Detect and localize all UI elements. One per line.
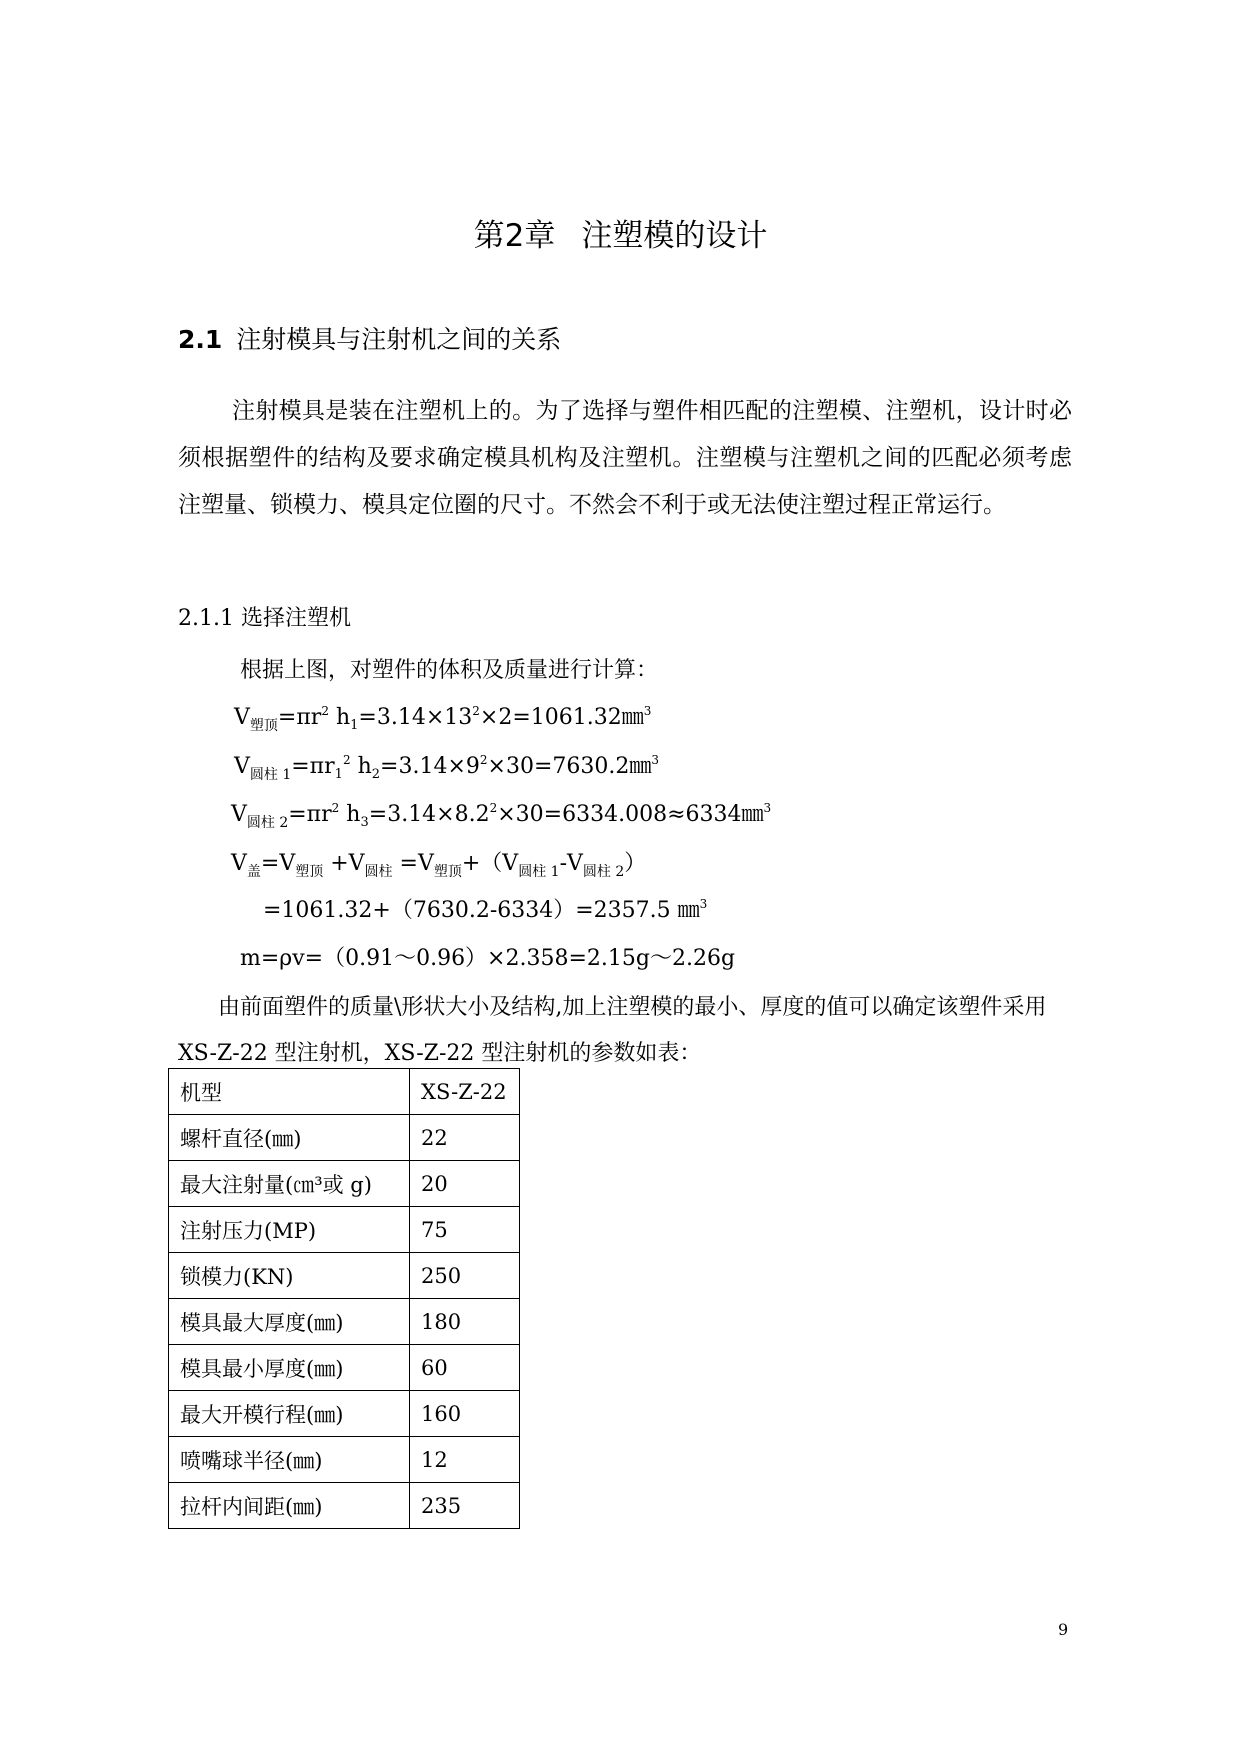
calc-line-6: m=ρv=（0.91～0.96）×2.358=2.15g～2.26g — [240, 946, 736, 971]
table-row — [169, 1161, 520, 1207]
table-cell-value: 75 — [410, 1207, 520, 1253]
table-row — [169, 1437, 520, 1483]
table-row — [169, 1253, 520, 1299]
calc-line-3: $V_{圆柱 2}=\pi r^2$ $h_3=3.14\times 8.2^2\times 30=6334.008\approx 6334㎜^3$ — [231, 801, 772, 831]
table-row — [169, 1391, 520, 1437]
body-paragraph: 注射模具是装在注塑机上的。为了选择与塑件相匹配的注塑模、注塑机，设计时必须根据塑件的结构及要求确定模具机构及注塑机。注塑模与注塑机之间的匹配必须考虑注塑量、锁模力、模具定位圈的尺寸。不然会不利于或无法使注塑过程正常运行。 — [178, 398, 1072, 518]
table-cell-label: 螺杆直径(㎜) — [169, 1115, 410, 1161]
table-row — [169, 1069, 520, 1115]
chapter-title: 注塑模的设计 — [581, 218, 768, 254]
parameter-table — [168, 1068, 520, 1529]
table-cell-value: 250 — [410, 1253, 520, 1299]
section-heading — [178, 320, 561, 356]
calc-line-4: $V_盖=V_{塑顶} +V_{圆柱} =V_{塑顶}+(V_{圆柱 1}-V_{圆柱 2})$ — [231, 851, 647, 880]
table-cell-value: 20 — [410, 1161, 520, 1207]
chapter-heading — [0, 210, 1241, 255]
table-cell-label: 机型 — [169, 1069, 410, 1115]
table-cell-label: 喷嘴球半径(㎜) — [169, 1437, 410, 1483]
table-row — [169, 1207, 520, 1253]
table-cell-value: 12 — [410, 1437, 520, 1483]
page-number: 9 — [1058, 1620, 1069, 1639]
table-cell-label: 最大开模行程(㎜) — [169, 1391, 410, 1437]
table-cell-value: 60 — [410, 1345, 520, 1391]
chapter-number: 第2章 — [473, 218, 556, 254]
section-number: 2.1 — [178, 325, 223, 354]
table-cell-label: 注射压力(MP) — [169, 1207, 410, 1253]
section-title: 注射模具与注射机之间的关系 — [236, 325, 562, 354]
table-cell-label: 拉杆内间距(㎜) — [169, 1483, 410, 1529]
table-row — [169, 1483, 520, 1529]
table-row — [169, 1299, 520, 1345]
table-cell-value: 22 — [410, 1115, 520, 1161]
table-cell-value: 235 — [410, 1483, 520, 1529]
calc-line-1: $V_{塑顶}=\pi r^2$ $h_1=3.14\times 13^2\times 2=1061.32㎜^3$ — [234, 704, 652, 734]
table-row — [169, 1345, 520, 1391]
calc-line-5: =1061.32+（7630.2-6334）=2357.5 ㎜$^3$ — [263, 897, 708, 923]
table-intro: 由前面塑件的质量\形状大小及结构,加上注塑模的最小、厚度的值可以确定该塑件采用 XS-Z-22 型注射机，XS-Z-22 型注射机的参数如表： — [178, 995, 1047, 1066]
table-cell-value: 180 — [410, 1299, 520, 1345]
table-cell-label: 最大注射量(㎝³或 g) — [169, 1161, 410, 1207]
table-cell-label: 模具最大厚度(㎜) — [169, 1299, 410, 1345]
table-cell-value: 160 — [410, 1391, 520, 1437]
calc-intro: 根据上图，对塑件的体积及质量进行计算： — [240, 658, 659, 683]
table-row — [169, 1115, 520, 1161]
calc-line-2: $V_{圆柱 1}=\pi r_1^2$ $h_2=3.14\times 9^2\times 30=7630.2㎜^3$ — [234, 753, 660, 783]
table-cell-label: 模具最小厚度(㎜) — [169, 1345, 410, 1391]
table-cell-value: XS-Z-22 — [410, 1069, 520, 1115]
table-cell-label: 锁模力(KN) — [169, 1253, 410, 1299]
subsection-heading: 2.1.1 选择注塑机 — [178, 606, 351, 631]
